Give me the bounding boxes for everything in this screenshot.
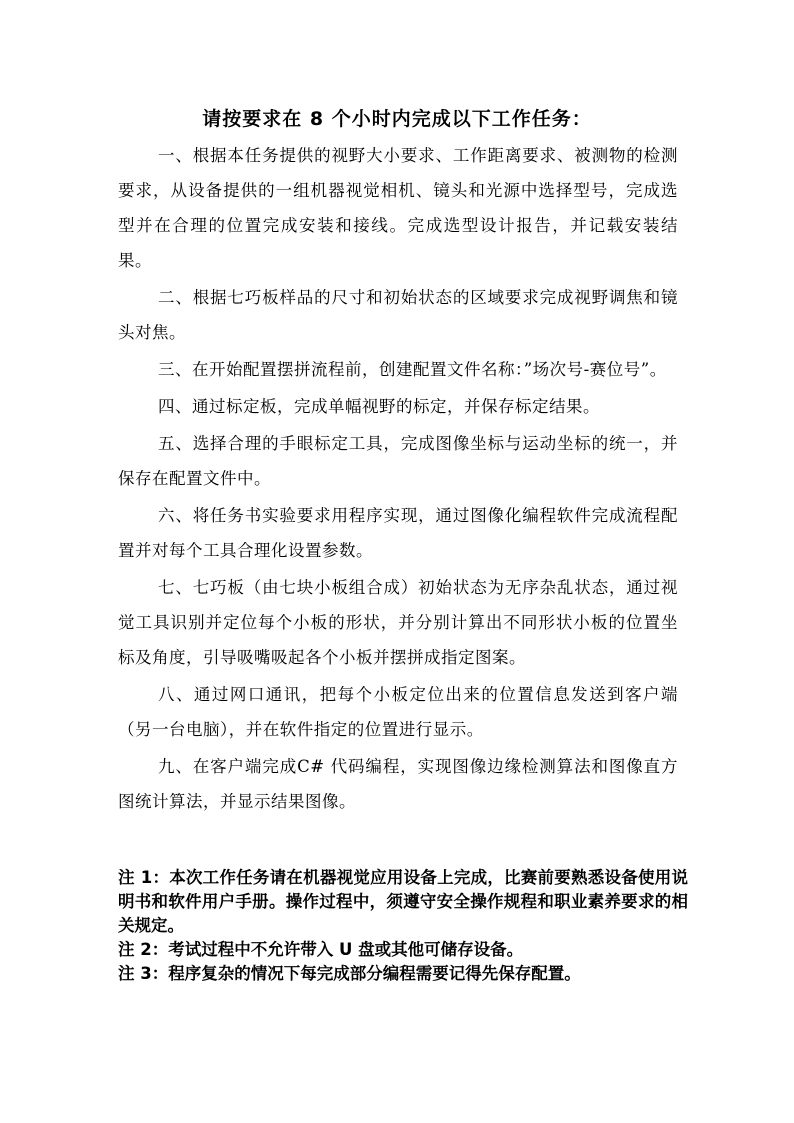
task-list: [118, 138, 678, 821]
note-1: 注 1：本次工作任务请在机器视觉应用设备上完成，比赛前要熟悉设备使用说明书和软件用户手册。操作过程中，须遵守安全操作规程和职业素养要求的相关规定。: [118, 868, 688, 935]
notes-section: [118, 866, 688, 986]
task-item-8: 八、通过网口通讯，把每个小板定位出来的位置信息发送到客户端（另一台电脑），并在软件指定的位置进行显示。: [118, 685, 678, 739]
task-item-6: 六、将任务书实验要求用程序实现，通过图像化编程软件完成流程配置并对每个工具合理化设置参数。: [118, 506, 678, 560]
task-item-5: 五、选择合理的手眼标定工具，完成图像坐标与运动坐标的统一，并保存在配置文件中。: [118, 434, 678, 488]
task-item-4: 四、通过标定板，完成单幅视野的标定，并保存标定结果。: [158, 397, 600, 416]
task-item-2: 二、根据七巧板样品的尺寸和初始状态的区域要求完成视野调焦和镜头对焦。: [118, 288, 678, 342]
note-2: 注 2：考试过程中不允许带入 U 盘或其他可储存设备。: [118, 940, 524, 959]
task-item-1: 一、根据本任务提供的视野大小要求、工作距离要求、被测物的检测要求，从设备提供的一组机器视觉相机、镜头和光源中选择型号，完成选型并在合理的位置完成安装和接线。完成选型设计报告，并记载安装结果。: [118, 146, 678, 270]
task-item-3: 三、在开始配置摆拼流程前，创建配置文件名称：”场次号-赛位号”。: [158, 360, 667, 379]
task-item-9: 九、在客户端完成C# 代码编程，实现图像边缘检测算法和图像直方图统计算法，并显示结果图像。: [118, 757, 678, 811]
document-title: 请按要求在 8 个小时内完成以下工作任务：: [202, 108, 592, 130]
task-item-7: 七、七巧板（由七块小板组合成）初始状态为无序杂乱状态，通过视觉工具识别并定位每个小板的形状，并分别计算出不同形状小板的位置坐标及角度，引导吸嘴吸起各个小板并摆拼成指定图案。: [118, 578, 678, 667]
note-3: 注 3：程序复杂的情况下每完成部分编程需要记得先保存配置。: [118, 964, 581, 983]
